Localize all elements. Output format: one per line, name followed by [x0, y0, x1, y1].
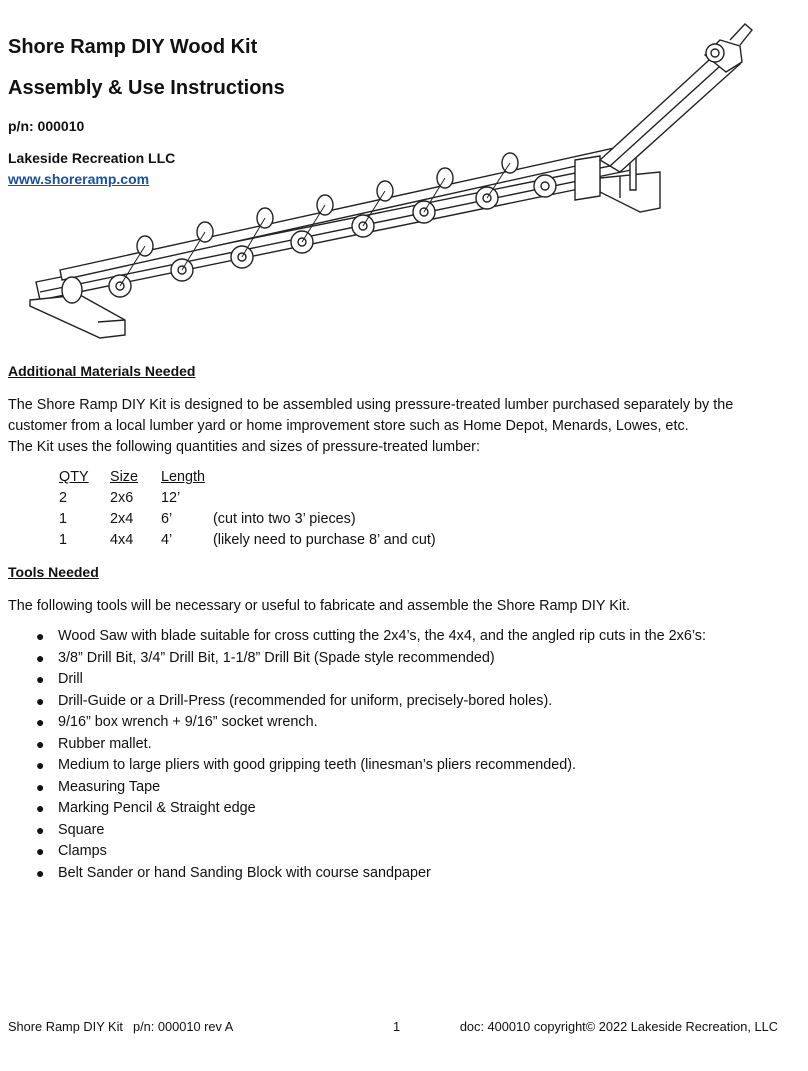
footer-copyright: doc: 400010 copyright© 2022 Lakeside Recreation, LLC [459, 1019, 778, 1034]
list-item: ● Drill [36, 669, 706, 691]
table-row-2-qty: 1 [59, 511, 68, 527]
table-header-qty: QTY [59, 469, 89, 485]
table-row-3-size: 4x4 [110, 532, 134, 548]
document-title: Shore Ramp DIY Wood Kit [8, 36, 258, 58]
table-header-size: Size [110, 469, 138, 485]
materials-heading: Additional Materials Needed [8, 363, 196, 379]
table-row-1-size: 2x6 [110, 490, 134, 506]
tools-intro: The following tools will be necessary or useful to fabricate and assemble the Shore Ramp DIY Kit. [8, 598, 631, 614]
shore-ramp-illustration [0, 0, 808, 345]
bullet-icon: ● [36, 800, 45, 816]
materials-line-2: customer from a local lumber yard or home improvement store such as Home Depot, Menards, Lowes, etc. [8, 418, 689, 434]
list-item: ● Belt Sander or hand Sanding Block with course sandpaper [36, 863, 706, 885]
table-row-3-length: 4’ [161, 532, 173, 548]
footer-page-number: 1 [393, 1019, 401, 1034]
document-subtitle: Assembly & Use Instructions [8, 77, 285, 99]
bullet-icon: ● [36, 821, 45, 838]
bullet-icon: ● [36, 692, 45, 709]
bullet-icon: ● [36, 714, 45, 730]
table-row-3-qty: 1 [59, 532, 68, 548]
list-item: ● Clamps [36, 841, 706, 863]
list-item: ● Marking Pencil & Straight edge [36, 798, 706, 820]
table-row-1-qty: 2 [59, 490, 68, 506]
tools-list [36, 626, 706, 884]
bullet-icon: ● [36, 735, 45, 752]
website-link[interactable]: www.shoreramp.com [8, 171, 150, 187]
part-number: p/n: 000010 [8, 118, 85, 134]
bullet-icon: ● [36, 864, 45, 881]
footer-part-number: p/n: 000010 rev A [133, 1019, 234, 1034]
list-item: ● 9/16” box wrench + 9/16” socket wrench. [36, 712, 706, 734]
table-row-1-length: 12’ [161, 490, 181, 506]
materials-paragraph [8, 395, 798, 458]
footer-doc-name: Shore Ramp DIY Kit [8, 1019, 123, 1034]
materials-line-1: The Shore Ramp DIY Kit is designed to be assembled using pressure-treated lumber purchased separately by the [8, 397, 734, 413]
materials-line-3: The Kit uses the following quantities and sizes of pressure-treated lumber: [8, 439, 480, 455]
bullet-icon: ● [36, 649, 45, 666]
list-item: ● Square [36, 820, 706, 842]
table-row-3-note: (likely need to purchase 8’ and cut) [213, 532, 436, 548]
bullet-icon: ● [36, 671, 45, 687]
list-item: ● Measuring Tape [36, 777, 706, 799]
table-header-length: Length [161, 469, 206, 485]
tools-heading: Tools Needed [8, 564, 99, 580]
bullet-icon: ● [36, 757, 45, 773]
bullet-icon: ● [36, 628, 45, 644]
table-row-2-length: 6’ [161, 511, 173, 527]
list-item: ● Medium to large pliers with good gripping teeth (linesman’s pliers recommended). [36, 755, 706, 777]
list-item: ● Drill-Guide or a Drill-Press (recommended for uniform, precisely-bored holes). [36, 691, 706, 713]
bullet-icon: ● [36, 778, 45, 795]
list-item: ● 3/8” Drill Bit, 3/4” Drill Bit, 1-1/8” Drill Bit (Spade style recommended) [36, 648, 706, 670]
list-item: ● Rubber mallet. [36, 734, 706, 756]
list-item: ● Wood Saw with blade suitable for cross cutting the 2x4’s, the 4x4, and the angled rip cuts in the 2x6’s: [36, 626, 706, 648]
bullet-icon: ● [36, 843, 45, 859]
table-row-2-size: 2x4 [110, 511, 134, 527]
table-row-2-note: (cut into two 3’ pieces) [213, 511, 356, 527]
company-name: Lakeside Recreation LLC [8, 150, 176, 166]
